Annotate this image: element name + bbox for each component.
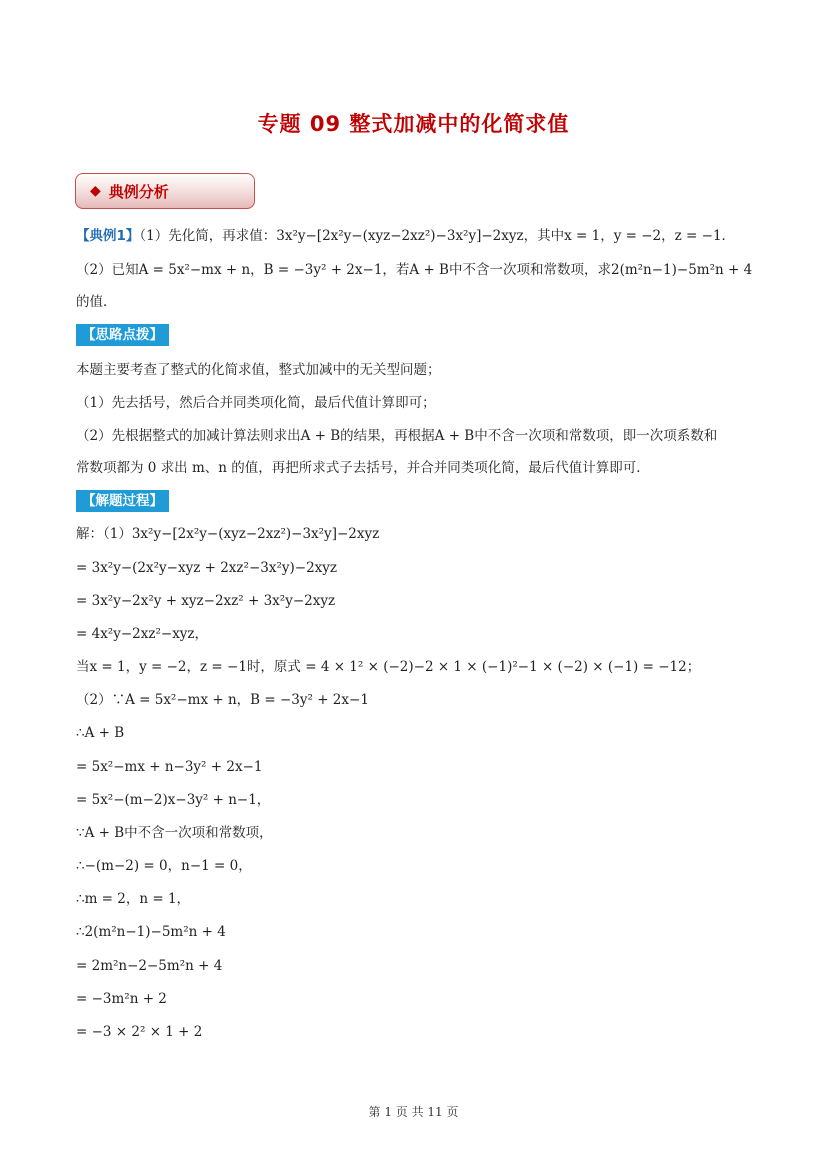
solution-line: = −3 × 2² × 1 + 2	[76, 1024, 203, 1040]
example-q1: （1）先化简，再求值：3x²y−[2x²y−(xyz−2xz²)−3x²y]−2xyz，其中x = 1，y = −2，z = −1．	[139, 228, 736, 244]
solution-line: ∴2(m²n−1)−5m²n + 4	[76, 924, 226, 940]
solution-line: = 4x²y−2xz²−xyz，	[76, 626, 209, 642]
solution-line: ∵A + B中不含一次项和常数项，	[76, 825, 273, 841]
solution-line: = 5x²−(m−2)x−3y² + n−1，	[76, 792, 271, 808]
example-q2-end: 的值．	[76, 294, 117, 310]
solution-tag: 【解题过程】	[76, 490, 169, 512]
solution-line: = 5x²−mx + n−3y² + 2x−1	[76, 759, 263, 775]
hint-line-4: 常数项都为 0 求出 m、n 的值，再把所求式子去括号，并合并同类项化简，最后代值计算即可．	[76, 460, 650, 476]
example-q1-line	[76, 226, 735, 246]
solution-line: 解：（1）3x²y−[2x²y−(xyz−2xz²)−3x²y]−2xyz	[76, 526, 380, 542]
page-title: 专题 09 整式加减中的化简求值	[257, 112, 570, 136]
solution-line: = −3m²n + 2	[76, 991, 167, 1007]
solution-line: = 3x²y−2x²y + xyz−2xz² + 3x²y−2xyz	[76, 593, 336, 609]
hint-line-3: （2）先根据整式的加减计算法则求出A + B的结果，再根据A + B中不含一次项和常数项，即一次项系数和	[76, 428, 718, 444]
hint-line-1: 本题主要考查了整式的化简求值，整式加减中的无关型问题；	[76, 362, 441, 378]
solution-line: = 2m²n−2−5m²n + 4	[76, 958, 223, 974]
section-banner	[75, 173, 255, 209]
diamond-icon: ◆	[90, 183, 101, 199]
banner-label: 典例分析	[108, 182, 169, 201]
solution-line: 当x = 1，y = −2，z = −1时，原式 = 4 × 1² × (−2)−2 × 1 × (−1)²−1 × (−2) × (−1) = −12；	[76, 659, 701, 675]
hint-line-2: （1）先去括号，然后合并同类项化简，最后代值计算即可；	[76, 395, 436, 411]
hint-tag: 【思路点拨】	[76, 324, 169, 346]
page-footer: 第 1 页 共 11 页	[368, 1105, 459, 1119]
solution-line: ∴A + B	[76, 725, 125, 741]
solution-line: （2）∵A = 5x²−mx + n，B = −3y² + 2x−1	[76, 692, 369, 708]
solution-line: ∴−(m−2) = 0，n−1 = 0，	[76, 858, 252, 874]
example-q2: （2）已知A = 5x²−mx + n，B = −3y² + 2x−1，若A + B中不含一次项和常数项，求2(m²n−1)−5m²n + 4	[76, 262, 753, 278]
solution-line: ∴m = 2，n = 1，	[76, 891, 191, 907]
solution-line: = 3x²y−(2x²y−xyz + 2xz²−3x²y)−2xyz	[76, 560, 338, 576]
example-tag: 【典例1】	[76, 228, 140, 244]
